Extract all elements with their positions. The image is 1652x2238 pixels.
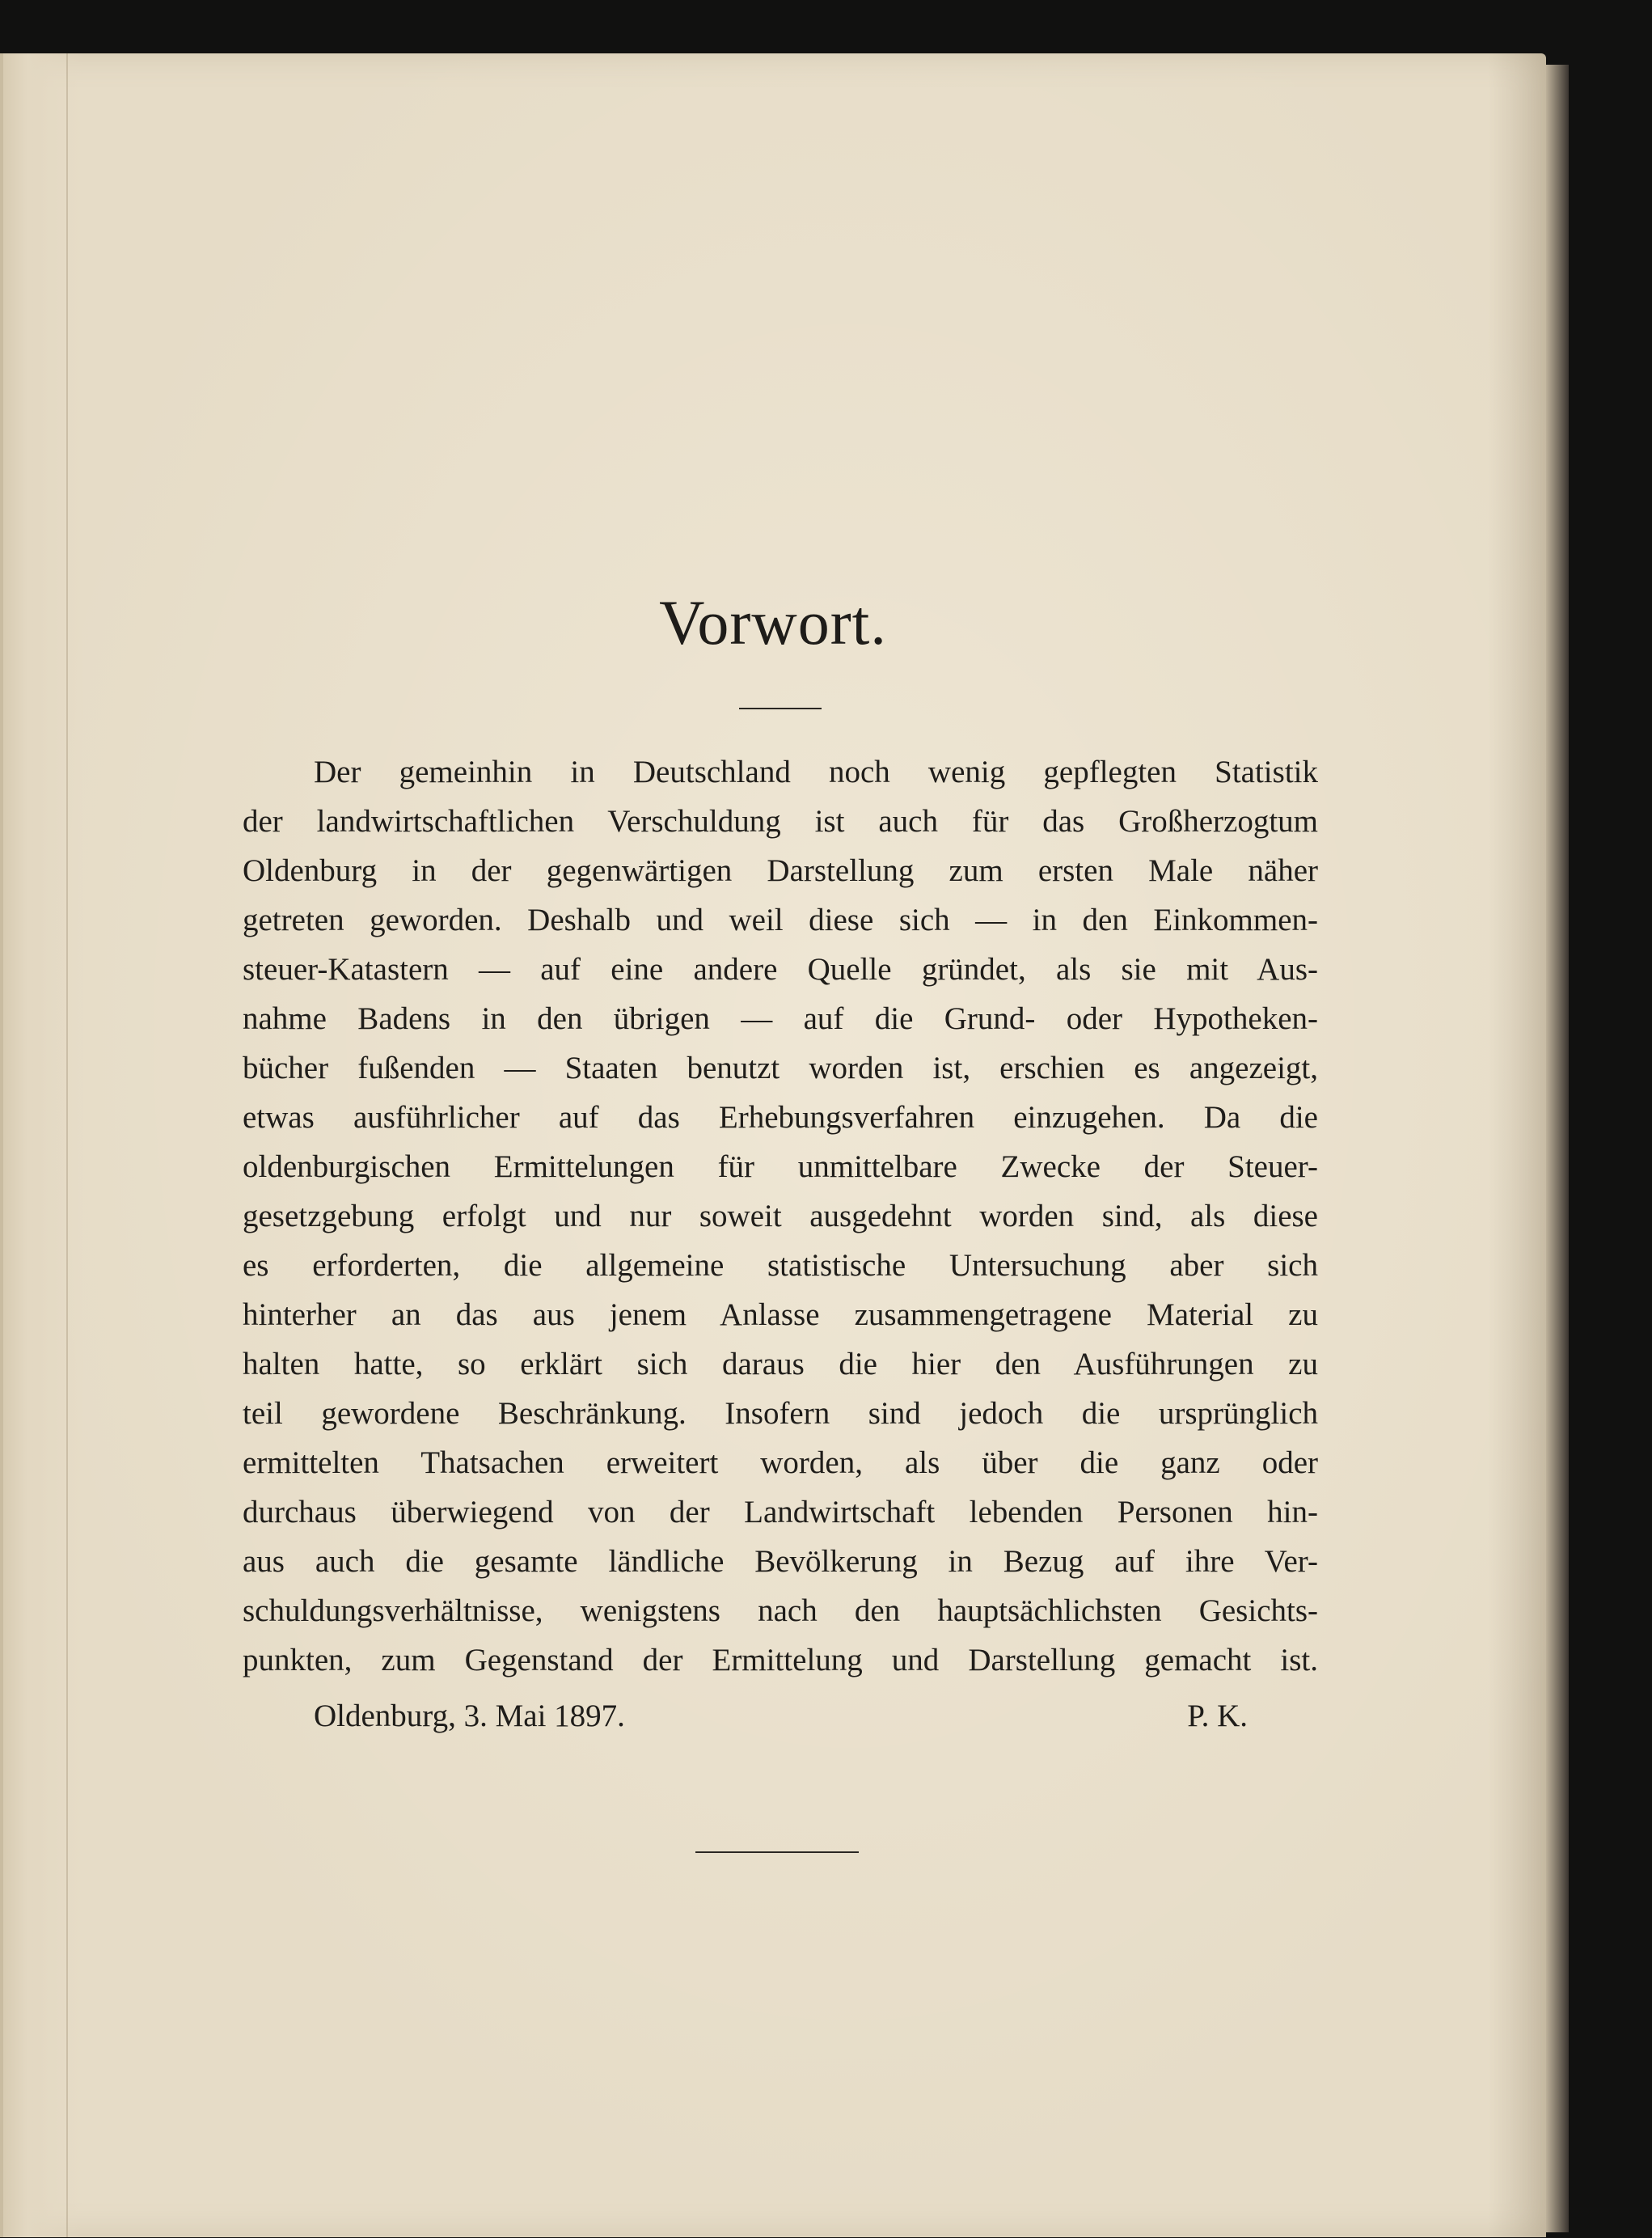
preface-paragraph: [243, 747, 1318, 1685]
text-line: durchaus überwiegend von der Landwirtschaft lebenden Personen hin-: [243, 1495, 1318, 1529]
text-line: es erforderten, die allgemeine statistische Untersuchung aber sich: [243, 1248, 1318, 1283]
text-line: teil gewordene Beschränkung. Insofern sind jedoch die ursprünglich: [243, 1396, 1318, 1431]
place-and-date: Oldenburg, 3. Mai 1897.: [314, 1699, 625, 1733]
page-title: Vorwort.: [659, 587, 887, 658]
text-line: etwas ausführlicher auf das Erhebungsverfahren einzugehen. Da die: [243, 1100, 1318, 1135]
book-cover-edge: [1546, 65, 1569, 2232]
text-line: gesetzgebung erfolgt und nur soweit ausgedehnt worden sind, als diese: [243, 1199, 1318, 1233]
text-line: Der gemeinhin in Deutschland noch wenig gepflegten Statistik: [314, 755, 1318, 789]
text-line: Oldenburg in der gegenwärtigen Darstellung zum ersten Male näher: [243, 853, 1318, 888]
author-initials: P. K.: [1187, 1699, 1248, 1733]
signature-line: [314, 1691, 1248, 1741]
gutter-fold: [66, 53, 68, 2237]
text-line: nahme Badens in den übrigen — auf die Grund- oder Hypotheken-: [243, 1001, 1318, 1036]
text-line: halten hatte, so erklärt sich daraus die hier den Ausführungen zu: [243, 1347, 1318, 1381]
text-line: schuldungsverhältnisse, wenigstens nach den hauptsächlichsten Gesichts-: [243, 1593, 1318, 1628]
text-line: punkten, zum Gegenstand der Ermittelung und Darstellung gemacht ist.: [243, 1643, 1318, 1677]
text-line: aus auch die gesamte ländliche Bevölkerung in Bezug auf ihre Ver-: [243, 1544, 1318, 1579]
title-divider: [739, 708, 822, 709]
page-gutter: [0, 53, 84, 2237]
text-line: getreten geworden. Deshalb und weil diese sich — in den Einkommen-: [243, 903, 1318, 937]
text-line: bücher fußenden — Staaten benutzt worden ist, erschien es angezeigt,: [243, 1051, 1318, 1085]
text-line: der landwirtschaftlichen Verschuldung ist auch für das Großherzogtum: [243, 804, 1318, 839]
closing-divider: [695, 1851, 859, 1853]
text-line: ermittelten Thatsachen erweitert worden, als über die ganz oder: [243, 1445, 1318, 1480]
text-line: hinterher an das aus jenem Anlasse zusammengetragene Material zu: [243, 1297, 1318, 1332]
text-line: oldenburgischen Ermittelungen für unmittelbare Zwecke der Steuer-: [243, 1149, 1318, 1184]
text-line: steuer-Katastern — auf eine andere Quelle gründet, als sie mit Aus-: [243, 952, 1318, 987]
